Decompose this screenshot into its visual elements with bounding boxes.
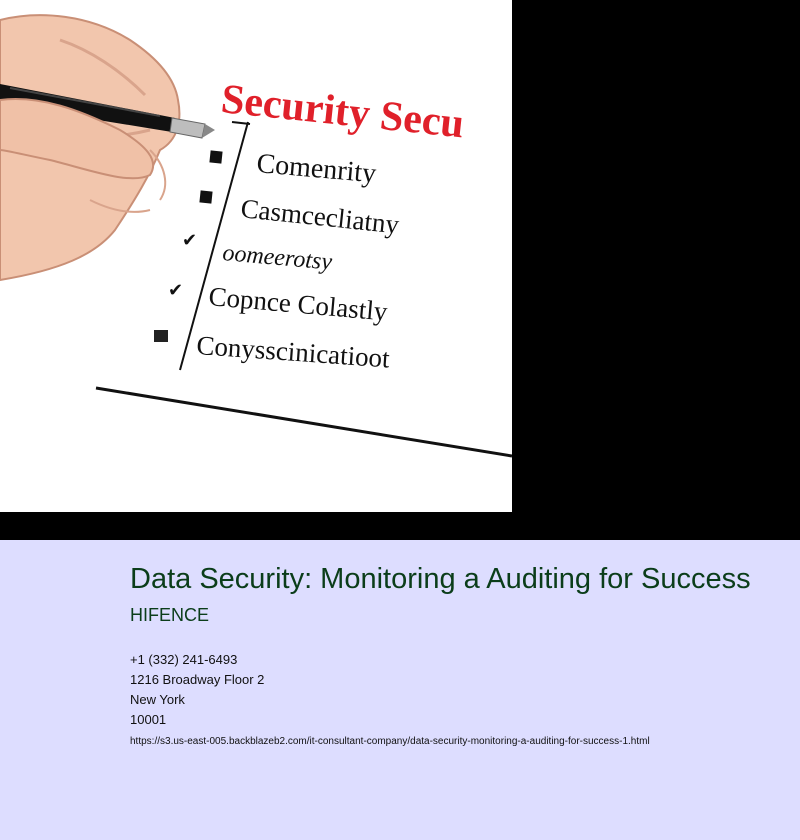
- checklist-item-5: Conysscinicatioot: [195, 330, 391, 374]
- checkbox-5: [154, 330, 168, 342]
- check-mark-3: ✔: [182, 230, 198, 251]
- paper-bottom-line: [96, 388, 512, 456]
- source-url-link[interactable]: https://s3.us-east-005.backblazeb2.com/it-consultant-company/data-security-monitoring-a-auditing-for-success-1.html: [130, 736, 650, 747]
- city: New York: [130, 692, 185, 707]
- hero-image: [0, 0, 512, 512]
- page-title: Data Security: Monitoring a Auditing for Success: [130, 563, 751, 595]
- phone-number: +1 (332) 241-6493: [130, 652, 238, 667]
- checklist-heading: Security Secu: [218, 76, 467, 148]
- checklist-item-3: oomeerotsy: [221, 240, 334, 276]
- checkbox-1: [209, 150, 222, 163]
- info-panel: [0, 540, 800, 840]
- zip-code: 10001: [130, 712, 167, 727]
- checklist-item-2: Casmcecliatny: [239, 193, 401, 240]
- checkbox-2: [199, 190, 212, 203]
- checklist-item-4: Copnce Colastly: [207, 281, 389, 327]
- info-content: [130, 564, 770, 749]
- check-mark-4: ✔: [168, 280, 184, 301]
- checklist-item-1: Comenrity: [255, 148, 378, 190]
- contact-block: [130, 650, 770, 730]
- company-name: HIFENCE: [130, 605, 210, 625]
- address-line: 1216 Broadway Floor 2: [130, 672, 265, 687]
